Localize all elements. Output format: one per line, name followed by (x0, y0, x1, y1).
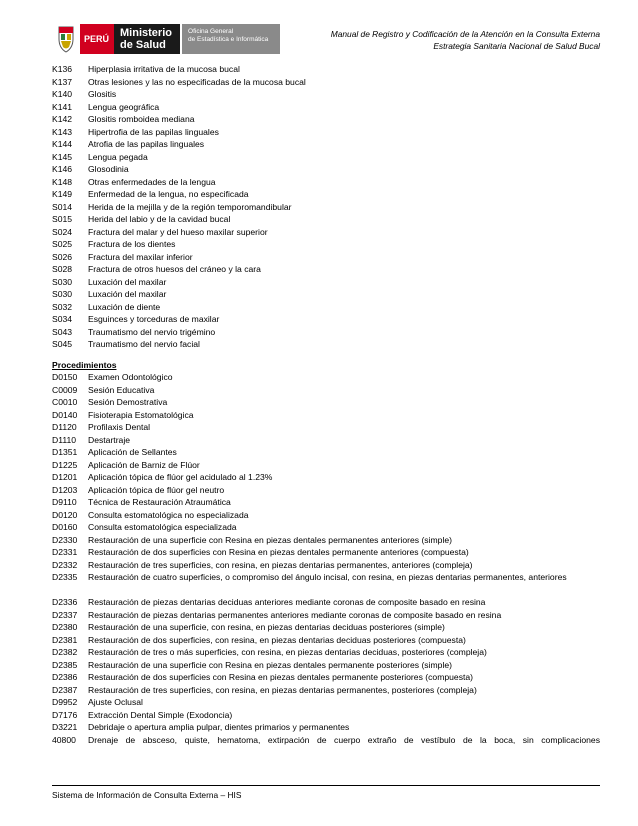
list-item (52, 288, 600, 301)
item-description: Aplicación tópica de flúor gel acidulado al 1.23% (88, 472, 273, 482)
item-code: D2387 (52, 684, 78, 695)
item-code: D1120 (52, 422, 77, 432)
item-description: Aplicación de Barniz de Flúor (88, 459, 200, 470)
item-code: D9952 (52, 697, 78, 707)
list-item (52, 671, 600, 684)
item-description: Restauración de piezas dentarias deciduas anteriores mediante coronas de composite basado en resina (88, 597, 486, 607)
list-item (52, 176, 600, 189)
list-item (52, 251, 600, 264)
list-item (52, 496, 600, 509)
item-description: Drenaje de absceso, quiste, hematoma, extirpación de cuerpo extraño de vestíbulo de la boca, sin complicaciones (88, 734, 600, 745)
list-item (52, 188, 600, 201)
list-item (52, 596, 600, 609)
item-description: Glositis romboidea mediana (88, 114, 195, 124)
list-item (52, 521, 600, 534)
list-item (52, 371, 600, 384)
list-item (52, 721, 600, 734)
item-description: Restauración de cuatro superficies, o compromiso del ángulo incisal, con resina, en piezas dentarias permanentes, anteriores (88, 572, 567, 582)
item-description: Examen Odontológico (88, 372, 173, 382)
item-code: K137 (52, 76, 73, 87)
item-description: Fractura de los dientes (88, 239, 176, 249)
code-list (52, 63, 600, 746)
item-code: D2381 (52, 634, 78, 645)
item-code: D0160 (52, 522, 78, 532)
item-code: K144 (52, 139, 73, 149)
list-item (52, 113, 600, 126)
item-description: Traumatismo del nervio trigémino (88, 326, 216, 337)
list-item (52, 609, 600, 622)
item-description: Sesión Demostrativa (88, 397, 168, 407)
list-item (52, 238, 600, 251)
item-description: Aplicación tópica de flúor gel neutro (88, 484, 225, 495)
office-name: Oficina General de Estadística e Informática (182, 24, 280, 54)
item-description: Restauración de una superficie con Resina en piezas dentales permanentes anteriores (simple) (88, 534, 453, 545)
list-item (52, 471, 600, 484)
item-description: Herida de la mejilla y de la región temporomandibular (88, 201, 292, 212)
item-description: Fractura del malar y del hueso maxilar superior (88, 226, 268, 237)
list-item (52, 421, 600, 434)
item-description: Hiperplasia irritativa de la mucosa bucal (88, 64, 240, 74)
item-description: Profilaxis Dental (88, 422, 151, 432)
item-description: Glositis (88, 89, 117, 99)
item-description: Luxación del maxilar (88, 289, 167, 299)
list-item (52, 696, 600, 709)
item-code: C0010 (52, 397, 78, 407)
item-description: Sesión Educativa (88, 384, 155, 395)
item-description: Luxación de diente (88, 301, 161, 312)
ministry-name: Ministerio de Salud (114, 24, 180, 54)
list-item (52, 559, 600, 572)
item-code: 40800 (52, 734, 76, 745)
item-code: D2332 (52, 559, 78, 570)
list-item (52, 301, 600, 314)
list-item (52, 634, 600, 647)
item-description: Herida del labio y de la cavidad bucal (88, 214, 231, 224)
list-item (52, 126, 600, 139)
list-item (52, 459, 600, 472)
item-code: S026 (52, 251, 73, 262)
item-code: D2337 (52, 609, 78, 620)
item-code: K141 (52, 101, 73, 112)
list-item (52, 446, 600, 459)
list-item (52, 571, 600, 596)
list-item (52, 734, 600, 747)
item-description: Hipertrofia de las papilas linguales (88, 126, 219, 137)
item-description: Fisioterapia Estomatológica (88, 409, 194, 420)
item-code: S024 (52, 226, 73, 237)
item-code: D2386 (52, 672, 78, 682)
item-code: S030 (52, 276, 73, 287)
item-code: S043 (52, 326, 73, 337)
list-item (52, 384, 600, 397)
item-code: D1203 (52, 484, 78, 495)
item-code: K143 (52, 126, 73, 137)
item-description: Restauración de piezas dentarias permanentes anteriores mediante coronas de composite basado en resina (88, 609, 502, 620)
list-item (52, 88, 600, 101)
item-description: Restauración de una superficie, con resina, en piezas dentarias deciduas posteriores (simple) (88, 622, 445, 632)
list-item (52, 326, 600, 339)
list-item (52, 396, 600, 409)
item-description: Enfermedad de la lengua, no especificada (88, 189, 249, 199)
list-item (52, 709, 600, 722)
list-item (52, 484, 600, 497)
item-description: Otras lesiones y las no especificadas de la mucosa bucal (88, 76, 306, 87)
item-description: Restauración de tres o más superficies, con resina, en piezas dentarias deciduas, posteriores (compleja) (88, 647, 487, 657)
item-code: D2385 (52, 659, 78, 670)
item-code: K136 (52, 64, 73, 74)
item-description: Ajuste Oclusal (88, 697, 143, 707)
peru-label: PERÚ (66, 24, 114, 54)
list-item (52, 201, 600, 214)
list-item (52, 213, 600, 226)
item-description: Restauración de dos superficies con Resina en piezas dentales permanente anteriores (compuesta) (88, 547, 469, 557)
item-code: K140 (52, 89, 73, 99)
list-item (52, 534, 600, 547)
item-code: D2382 (52, 647, 78, 657)
list-item (52, 338, 600, 351)
item-code: K146 (52, 164, 73, 174)
item-code: D2380 (52, 622, 78, 632)
item-code: K142 (52, 114, 73, 124)
item-description: Extracción Dental Simple (Exodoncia) (88, 709, 233, 720)
footer-divider (52, 785, 600, 786)
item-code: D0120 (52, 509, 78, 520)
item-code: S014 (52, 201, 73, 212)
list-item (52, 76, 600, 89)
item-code: S028 (52, 264, 73, 274)
list-item (52, 409, 600, 422)
item-code: D1201 (52, 472, 78, 482)
list-item (52, 101, 600, 114)
item-code: K148 (52, 176, 73, 187)
list-item (52, 659, 600, 672)
list-item (52, 151, 600, 164)
item-code: K145 (52, 151, 73, 162)
item-description: Luxación del maxilar (88, 276, 167, 287)
item-description: Lengua pegada (88, 151, 148, 162)
item-code: C0009 (52, 384, 78, 395)
item-description: Glosodinia (88, 164, 129, 174)
item-description: Lengua geográfica (88, 101, 160, 112)
item-description: Otras enfermedades de la lengua (88, 176, 216, 187)
item-code: D3221 (52, 722, 78, 732)
item-description: Destartraje (88, 434, 131, 445)
coat-of-arms-icon (52, 24, 80, 54)
item-code: S025 (52, 239, 73, 249)
manual-title: Manual de Registro y Codificación de la Atención en la Consulta Externa Estrategia Sanitaria Nacional de Salud Bucal (330, 29, 600, 51)
item-code: S045 (52, 339, 73, 349)
item-description: Esguinces y torceduras de maxilar (88, 314, 220, 324)
item-description: Restauración de una superficie con Resina en piezas dentales permanente posteriores (simple) (88, 659, 453, 670)
list-item (52, 646, 600, 659)
item-code: D1225 (52, 459, 78, 470)
item-code: S032 (52, 301, 73, 312)
list-item (52, 276, 600, 289)
list-item (52, 684, 600, 697)
procedure-list (52, 371, 600, 746)
diagnosis-list (52, 63, 600, 351)
list-item (52, 263, 600, 276)
item-description: Debridaje o apertura amplia pulpar, dientes primarios y permanentes (88, 722, 350, 732)
list-item (52, 621, 600, 634)
list-item (52, 63, 600, 76)
list-item (52, 163, 600, 176)
item-code: D2336 (52, 597, 78, 607)
list-item (52, 509, 600, 522)
list-item (52, 226, 600, 239)
item-description: Técnica de Restauración Atraumática (88, 497, 231, 507)
item-description: Atrofia de las papilas linguales (88, 139, 205, 149)
item-code: K149 (52, 189, 73, 199)
item-code: S034 (52, 314, 73, 324)
item-code: S030 (52, 289, 73, 299)
item-description: Restauración de dos superficies con Resina en piezas dentales permanente posteriores (compuesta) (88, 672, 474, 682)
list-item (52, 138, 600, 151)
item-description: Fractura del maxilar inferior (88, 251, 193, 262)
list-item (52, 434, 600, 447)
item-code: D2330 (52, 534, 78, 545)
item-description: Fractura de otros huesos del cráneo y la cara (88, 264, 261, 274)
item-code: D0140 (52, 409, 78, 420)
item-code: D1351 (52, 447, 78, 457)
page-footer: Sistema de Información de Consulta Externa – HIS (52, 790, 242, 800)
item-description: Traumatismo del nervio facial (88, 339, 200, 349)
item-description: Consulta estomatológica especializada (88, 522, 237, 532)
page-header (52, 24, 600, 60)
list-item (52, 313, 600, 326)
ministry-logo (52, 24, 280, 54)
item-description: Restauración de tres superficies, con resina, en piezas dentarias permanentes, anteriores (compleja) (88, 559, 473, 570)
item-code: S015 (52, 214, 73, 224)
item-description: Restauración de dos superficies, con resina, en piezas dentarias deciduas posteriores (compuesta) (88, 634, 466, 645)
item-description: Restauración de tres superficies, con resina, en piezas dentarias permanentes, posteriores (compleja) (88, 684, 477, 695)
item-code: D7176 (52, 709, 78, 720)
item-description: Consulta estomatológica no especializada (88, 509, 249, 520)
item-code: D9110 (52, 497, 77, 507)
item-code: D2331 (52, 547, 78, 557)
item-code: D1110 (52, 434, 77, 445)
list-item (52, 546, 600, 559)
item-code: D0150 (52, 372, 78, 382)
procedures-heading: Procedimientos (52, 359, 117, 370)
item-code: D2335 (52, 572, 78, 582)
item-description: Aplicación de Sellantes (88, 447, 177, 457)
